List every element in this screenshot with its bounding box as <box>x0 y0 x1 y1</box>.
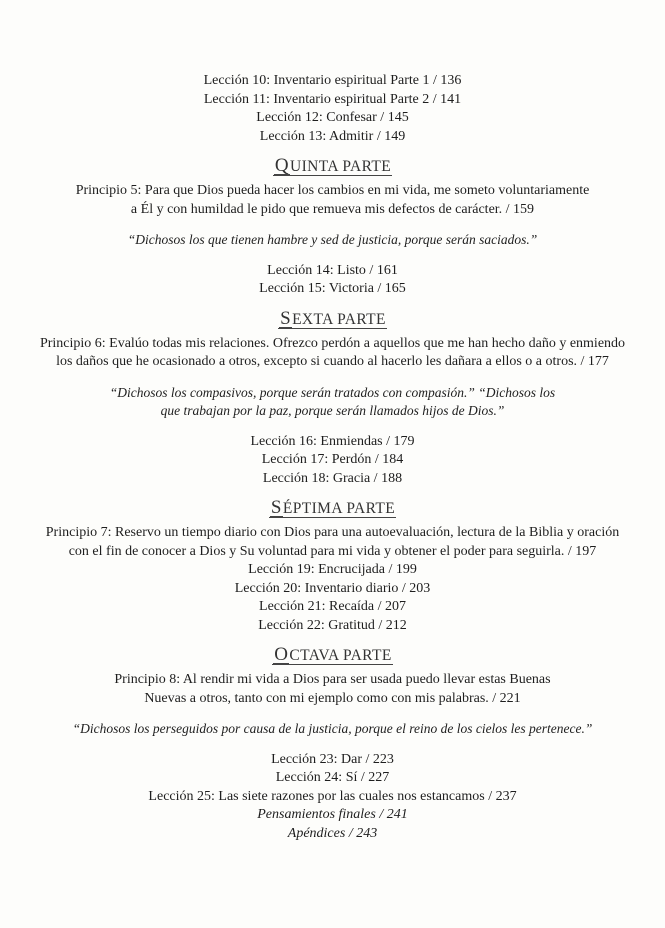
toc-entry-lesson-13: Lección 13: Admitir / 149 <box>259 128 406 144</box>
toc-entry-lesson-25: Lección 25: Las siete razones por las cuales nos estancamos / 237 <box>148 788 517 804</box>
beatitude-quote-6-line-2: que trabajan por la paz, porque serán llamados hijos de Dios.” <box>160 403 505 418</box>
toc-block-lessons-10-13 <box>0 72 665 146</box>
principle-5-line-1: Principio 5: Para que Dios pueda hacer los cambios en mi vida, me someto voluntariamente <box>75 183 590 198</box>
beatitude-quote-8: “Dichosos los perseguidos por causa de la justicia, porque el reino de los cielos les pertenece.” <box>72 721 593 736</box>
toc-entry-lesson-18: Lección 18: Gracia / 188 <box>262 470 403 486</box>
toc-entry-lesson-20: Lección 20: Inventario diario / 203 <box>234 580 431 596</box>
section-heading-septima-parte <box>0 499 665 519</box>
toc-entry-lesson-15: Lección 15: Victoria / 165 <box>259 281 406 296</box>
toc-entry-lesson-10: Lección 10: Inventario espiritual Parte 1 / 136 <box>203 73 462 88</box>
principle-5-line-2: a Él y con humildad le pido que remueva mis defectos de carácter. / 159 <box>130 201 535 217</box>
toc-entry-lesson-23: Lección 23: Dar / 223 <box>271 751 394 767</box>
heading-rest: UINTA PARTE <box>290 158 392 175</box>
toc-entry-lesson-17: Lección 17: Perdón / 184 <box>261 452 404 467</box>
heading-initial: Q <box>274 155 289 176</box>
toc-entry-lesson-11: Lección 11: Inventario espiritual Parte 2 / 141 <box>203 91 462 107</box>
principle-6-line-1: Principio 6: Evalúo todas mis relaciones. Ofrezco perdón a aquellos que me han hecho daño y enmiendo <box>39 335 626 351</box>
principle-6-line-2: los daños que he ocasionado a otros, excepto si cuando al hacerlo les dañara a ellos o a otros. / 177 <box>56 354 609 369</box>
section-heading-sexta-parte <box>0 307 665 330</box>
heading-rest: EXTA PARTE <box>292 310 386 328</box>
toc-entry-final-thoughts: Pensamientos finales / 241 <box>257 807 408 822</box>
toc-entry-lesson-24: Lección 24: Sí / 227 <box>275 770 390 785</box>
toc-entry-lesson-19: Lección 19: Encrucijada / 199 <box>248 562 417 577</box>
heading-initial: S <box>270 497 282 518</box>
toc-entry-appendices: Apéndices / 243 <box>287 825 378 841</box>
toc-entry-lesson-22: Lección 22: Gratitud / 212 <box>258 617 407 633</box>
heading-initial: O <box>274 644 289 665</box>
section-heading-quinta-parte <box>0 157 665 177</box>
beatitude-quote-5: “Dichosos los que tienen hambre y sed de justicia, porque serán saciados.” <box>127 232 538 247</box>
heading-rest: ÉPTIMA PARTE <box>282 500 396 517</box>
principle-8-line-2: Nuevas a otros, tanto con mi ejemplo como con mis palabras. / 221 <box>144 690 521 706</box>
section-heading-octava-parte <box>0 646 665 666</box>
principle-7-line-2: con el fin de conocer a Dios y Su voluntad para mi vida y obtener el poder para seguirla. / 197 <box>68 543 597 559</box>
principle-8-line-1: Principio 8: Al rendir mi vida a Dios para ser usada puedo llevar estas Buenas <box>114 672 551 687</box>
toc-entry-lesson-12: Lección 12: Confesar / 145 <box>256 110 409 125</box>
table-of-contents <box>0 72 665 843</box>
principle-7-line-1: Principio 7: Reservo un tiempo diario con Dios para una autoevaluación, lectura de la Biblia y oración <box>45 525 620 540</box>
heading-initial: S <box>280 307 292 329</box>
toc-entry-lesson-21: Lección 21: Recaída / 207 <box>259 599 406 614</box>
toc-entry-lesson-16: Lección 16: Enmiendas / 179 <box>250 433 415 449</box>
toc-entry-lesson-14: Lección 14: Listo / 161 <box>267 262 398 278</box>
beatitude-quote-6-line-1: “Dichosos los compasivos, porque serán tratados con compasión.” “Dichosos los <box>109 384 556 400</box>
heading-rest: CTAVA PARTE <box>289 647 392 664</box>
